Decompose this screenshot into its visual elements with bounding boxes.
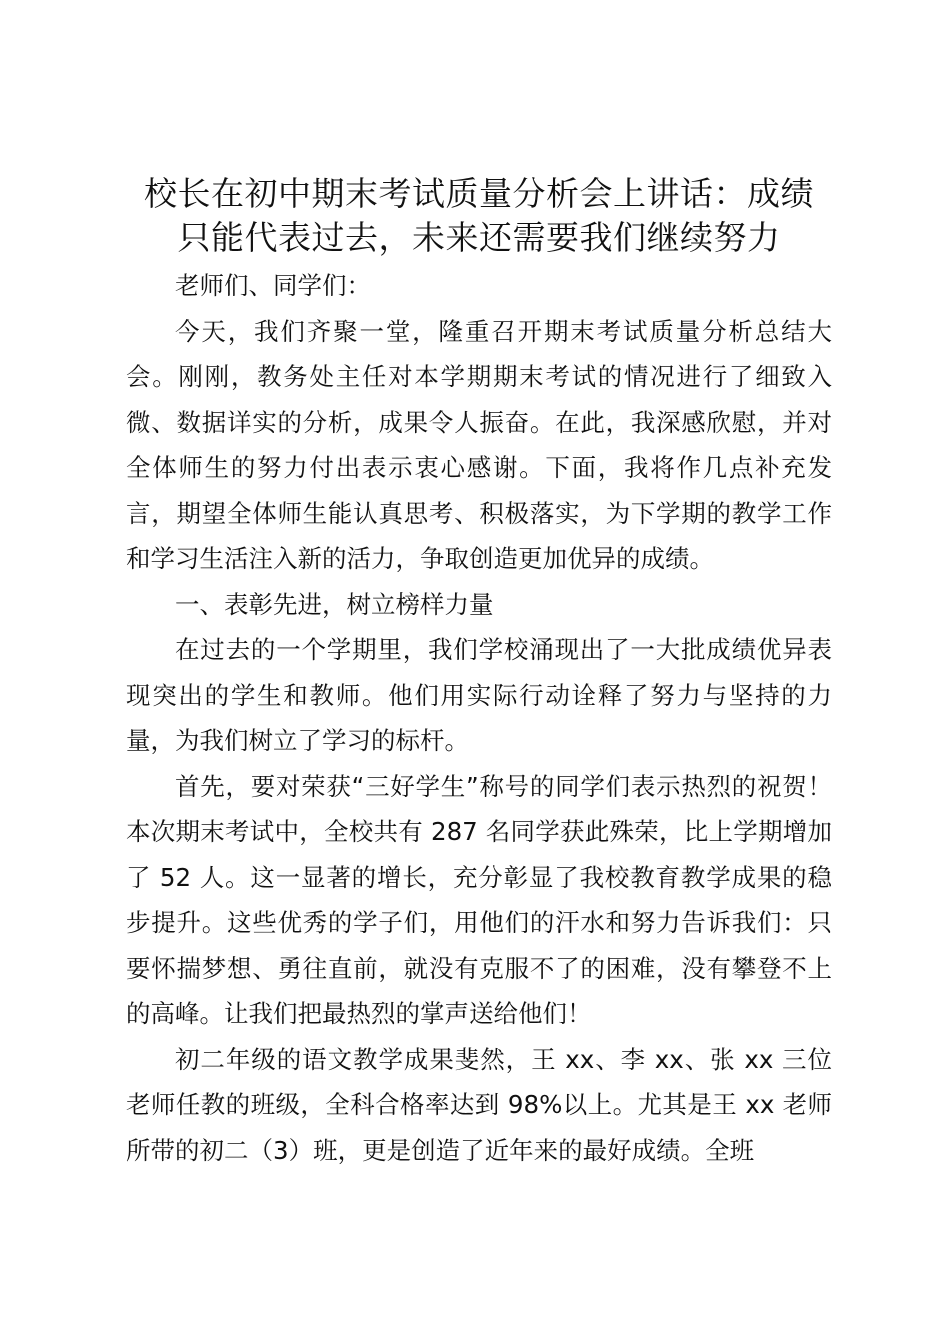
- document-page: [126, 172, 832, 1173]
- section-heading-1: 一、表彰先进，树立榜样力量: [175, 589, 494, 619]
- title-line-1: 校长在初中期末考试质量分析会上讲话：成绩: [144, 174, 814, 213]
- document-title: [126, 172, 832, 260]
- body-paragraph-three-good-students: 首先，要对荣获“三好学生”称号的同学们表示热烈的祝贺！本次期末考试中，全校共有 287 名同学获此殊荣，比上学期增加了 52 人。这一显著的增长，充分彰显了我校教育教学成果的稳步提升。这些优秀的学子们，用他们的汗水和努力告诉我们：只要怀揣梦想、勇往直前，就没有克服不了的困难，没有攀登不上的高峰。让我们把最热烈的掌声送给他们！: [126, 771, 832, 1028]
- body-paragraph-chinese-teaching: 初二年级的语文教学成果斐然，王 xx、李 xx、张 xx 三位老师任教的班级，全科合格率达到 98%以上。尤其是王 xx 老师所带的初二（3）班，更是创造了近年来的最好成绩。全班: [126, 1044, 832, 1165]
- body-paragraph-role-models: 在过去的一个学期里，我们学校涌现出了一大批成绩优异表现突出的学生和教师。他们用实际行动诠释了努力与坚持的力量，为我们树立了学习的标杆。: [126, 635, 832, 755]
- body-paragraph-intro: 今天，我们齐聚一堂，隆重召开期末考试质量分析总结大会。刚刚，教务处主任对本学期期末考试的情况进行了细致入微、数据详实的分析，成果令人振奋。在此，我深感欣慰，并对全体师生的努力付出表示衷心感谢。下面，我将作几点补充发言，期望全体师生能认真思考、积极落实，为下学期的教学工作和学习生活注入新的活力，争取创造更加优异的成绩。: [126, 316, 832, 573]
- title-line-2: 只能代表过去，未来还需要我们继续努力: [177, 218, 781, 257]
- salutation: 老师们、同学们：: [175, 271, 371, 300]
